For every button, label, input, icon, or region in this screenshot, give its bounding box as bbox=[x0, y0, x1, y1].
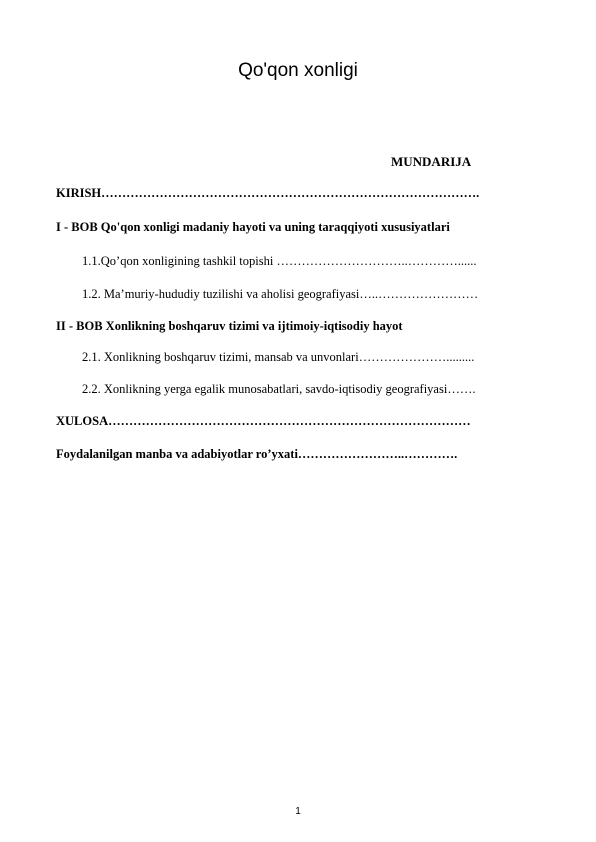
toc-item-section-2-1: 2.1. Xonlikning boshqaruv tizimi, mansab va unvonlari…………………......... bbox=[82, 350, 475, 364]
toc-item-chapter-1: I - BOB Qo'qon xonligi madaniy hayoti va uning taraqqiyoti xususiyatlari bbox=[56, 220, 450, 234]
toc-item-chapter-2: II - BOB Xonlikning boshqaruv tizimi va ijtimoiy-iqtisodiy hayot bbox=[56, 319, 403, 333]
toc-heading: MUNDARIJA bbox=[391, 154, 472, 169]
toc-item-section-1-1: 1.1.Qo’qon xonligining tashkil topishi …………………………..…………...... bbox=[82, 254, 477, 268]
toc-item-references: Foydalanilgan manba va adabiyotlar ro’yxati……………………..…………. bbox=[56, 447, 458, 461]
toc-item-kirish: KIRISH………………………………………………………………………………. bbox=[56, 186, 480, 200]
document-title: Qo'qon xonligi bbox=[238, 60, 358, 81]
toc-item-section-2-2: 2.2. Xonlikning yerga egalik munosabatlari, savdo-iqtisodiy geografiyasi……. bbox=[82, 382, 476, 396]
toc-item-xulosa: XULOSA…………………………………………………………………………… bbox=[56, 414, 471, 428]
page-number: 1 bbox=[295, 806, 301, 817]
toc-item-section-1-2: 1.2. Ma’muriy-hududiy tuzilishi va aholisi geografiyasi…..…………………… bbox=[82, 287, 479, 301]
